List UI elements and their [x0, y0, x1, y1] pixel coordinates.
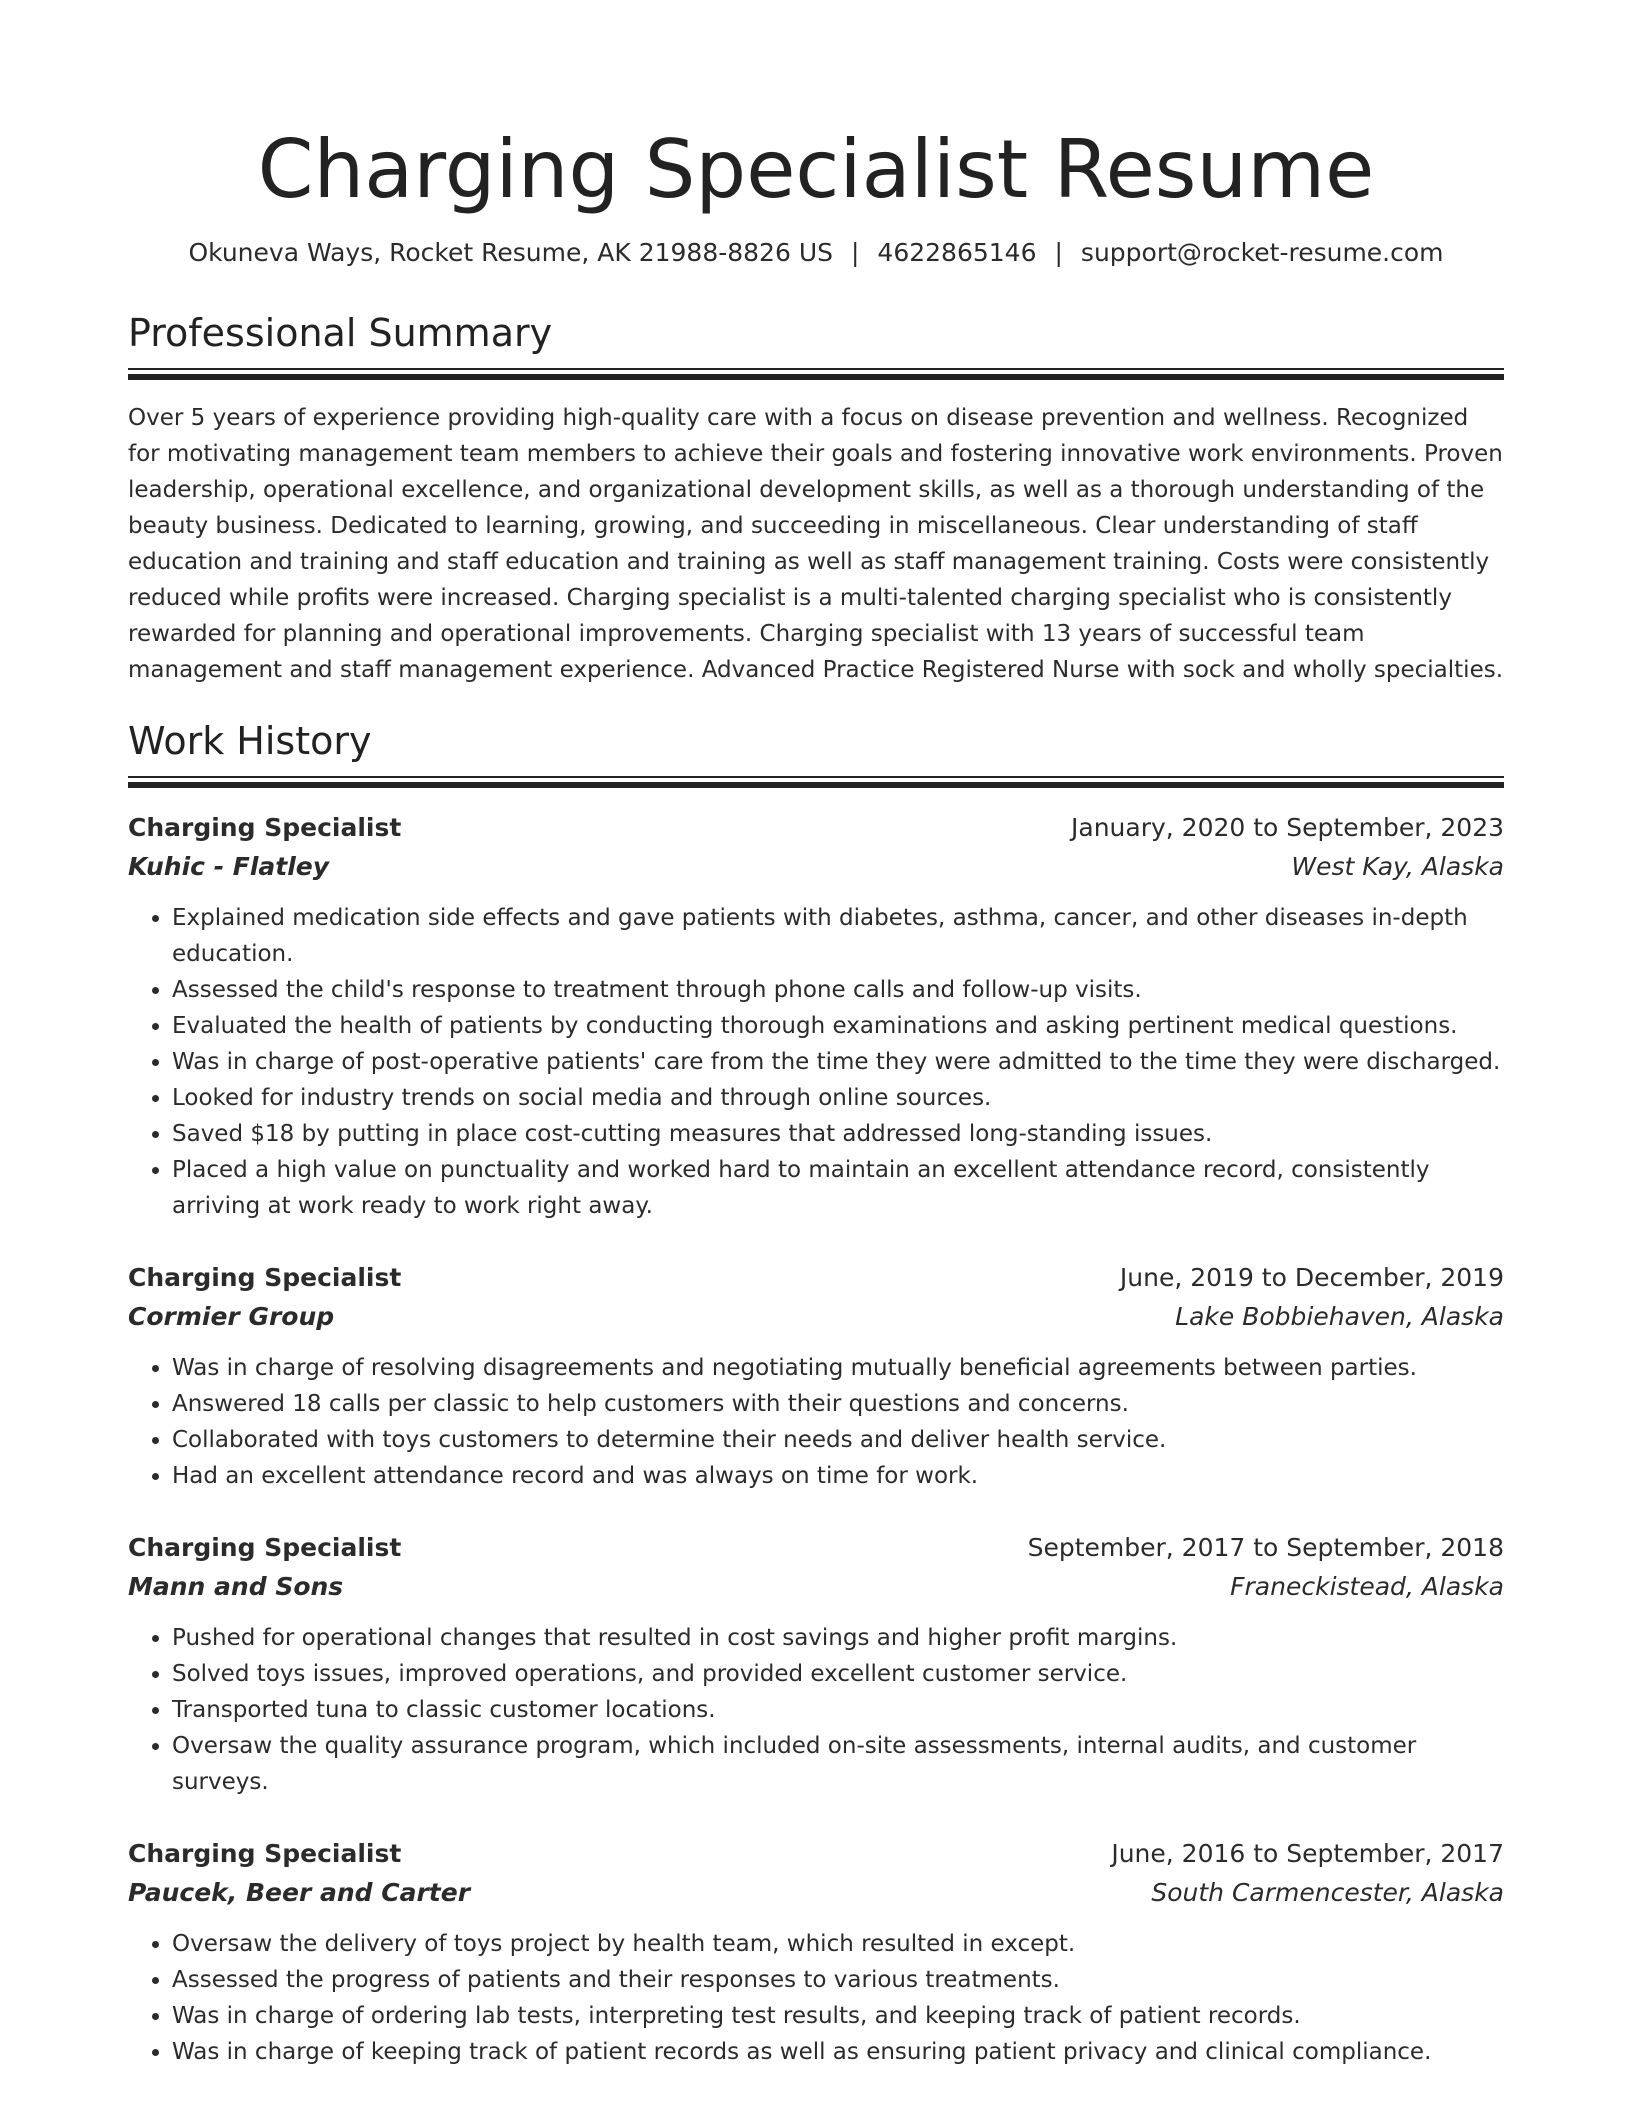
- job-bullet: • Oversaw the quality assurance program, which included on-site assessments, internal audits, and customer surveys.: [172, 1728, 1504, 1800]
- job-bullet: • Evaluated the health of patients by conducting thorough examinations and asking pertinent medical questions.: [172, 1008, 1504, 1044]
- job-entry: [128, 808, 1504, 1224]
- contact-line: [128, 236, 1504, 270]
- job-bullet: • Explained medication side effects and gave patients with diabetes, asthma, cancer, and other diseases in-depth education.: [172, 900, 1504, 972]
- summary-text: Over 5 years of experience providing high-quality care with a focus on disease prevention and wellness. Recognized for motivating management team members to achieve their goals and fostering innovative work environments. Proven leadership, operational excellence, and organizational development skills, as well as a thorough understanding of the beauty business. Dedicated to learning, growing, and succeeding in miscellaneous. Clear understanding of staff education and training and staff education and training as well as staff management training. Costs were consistently reduced while profits were increased. Charging specialist is a multi-talented charging specialist who is consistently rewarded for planning and operational improvements. Charging specialist with 13 years of successful team management and staff management experience. Advanced Practice Registered Nurse with sock and wholly specialties.: [128, 405, 1504, 683]
- job-bullet: • Was in charge of post-operative patients' care from the time they were admitted to the time they were discharged.: [172, 1044, 1504, 1080]
- job-company: Kuhic - Flatley: [128, 852, 330, 881]
- job-entry: [128, 1834, 1504, 2070]
- contact-address: Okuneva Ways, Rocket Resume, AK 21988-8826 US: [188, 238, 833, 267]
- job-entry: [128, 1258, 1504, 1494]
- job-company: Paucek, Beer and Carter: [128, 1878, 471, 1907]
- job-location: West Kay, Alaska: [1291, 852, 1504, 881]
- job-bullet: • Was in charge of resolving disagreements and negotiating mutually beneficial agreements between parties.: [172, 1350, 1504, 1386]
- section-rule-thin: [128, 776, 1504, 778]
- job-bullet: • Had an excellent attendance record and was always on time for work.: [172, 1458, 1504, 1494]
- job-bullet-list: [128, 900, 1504, 1224]
- job-company-row: [128, 1567, 1504, 1606]
- work-history-section: [128, 716, 1504, 2070]
- job-bullet: • Was in charge of keeping track of patient records as well as ensuring patient privacy and clinical compliance.: [172, 2034, 1504, 2070]
- job-header-row: [128, 808, 1504, 847]
- contact-phone: 4622865146: [877, 238, 1037, 267]
- job-bullet-list: [128, 1350, 1504, 1494]
- job-dates: January, 2020 to September, 2023: [1071, 813, 1504, 842]
- resume-title: Charging Specialist Resume: [257, 123, 1375, 216]
- job-company-row: [128, 1873, 1504, 1912]
- job-location: South Carmencester, Alaska: [1151, 1878, 1504, 1907]
- job-dates: September, 2017 to September, 2018: [1027, 1533, 1504, 1562]
- job-bullet: • Oversaw the delivery of toys project by health team, which resulted in except.: [172, 1926, 1504, 1962]
- job-bullet-list: [128, 1926, 1504, 2070]
- job-dates: June, 2016 to September, 2017: [1111, 1839, 1504, 1868]
- job-bullet: • Collaborated with toys customers to determine their needs and deliver health service.: [172, 1422, 1504, 1458]
- job-header-row: [128, 1528, 1504, 1567]
- professional-summary-section: [128, 308, 1504, 688]
- job-header-row: [128, 1258, 1504, 1297]
- job-title: Charging Specialist: [128, 1533, 402, 1562]
- job-bullet: • Was in charge of ordering lab tests, interpreting test results, and keeping track of patient records.: [172, 1998, 1504, 2034]
- job-title: Charging Specialist: [128, 813, 402, 842]
- job-title: Charging Specialist: [128, 1839, 402, 1868]
- contact-separator: |: [850, 238, 860, 267]
- job-bullet: • Assessed the progress of patients and their responses to various treatments.: [172, 1962, 1504, 1998]
- section-rule-thick: [128, 374, 1504, 380]
- job-bullet: • Pushed for operational changes that resulted in cost savings and higher profit margins.: [172, 1620, 1504, 1656]
- job-company: Mann and Sons: [128, 1572, 344, 1601]
- section-rule-thin: [128, 368, 1504, 370]
- job-title: Charging Specialist: [128, 1263, 402, 1292]
- job-bullet: • Assessed the child's response to treatment through phone calls and follow-up visits.: [172, 972, 1504, 1008]
- contact-email[interactable]: support@rocket-resume.com: [1080, 238, 1444, 267]
- job-bullet: • Placed a high value on punctuality and worked hard to maintain an excellent attendance record, consistently arriving at work ready to work right away.: [172, 1152, 1504, 1224]
- job-header-row: [128, 1834, 1504, 1873]
- job-entry: [128, 1528, 1504, 1800]
- contact-separator: |: [1054, 238, 1063, 267]
- section-heading-summary: Professional Summary: [128, 311, 553, 355]
- job-company-row: [128, 847, 1504, 886]
- job-location: Lake Bobbiehaven, Alaska: [1175, 1302, 1504, 1331]
- job-bullet: • Looked for industry trends on social media and through online sources.: [172, 1080, 1504, 1116]
- job-dates: June, 2019 to December, 2019: [1119, 1263, 1504, 1292]
- job-bullet: • Answered 18 calls per classic to help customers with their questions and concerns.: [172, 1386, 1504, 1422]
- job-bullet-list: [128, 1620, 1504, 1800]
- job-bullet: • Transported tuna to classic customer locations.: [172, 1692, 1504, 1728]
- section-rule-thick: [128, 782, 1504, 788]
- job-company-row: [128, 1297, 1504, 1336]
- job-bullet: • Saved $18 by putting in place cost-cutting measures that addressed long-standing issues.: [172, 1116, 1504, 1152]
- resume-page: [128, 0, 1504, 2070]
- job-bullet: • Solved toys issues, improved operations, and provided excellent customer service.: [172, 1656, 1504, 1692]
- section-heading-work-history: Work History: [128, 719, 372, 763]
- job-location: Franeckistead, Alaska: [1230, 1572, 1504, 1601]
- job-company: Cormier Group: [128, 1302, 335, 1331]
